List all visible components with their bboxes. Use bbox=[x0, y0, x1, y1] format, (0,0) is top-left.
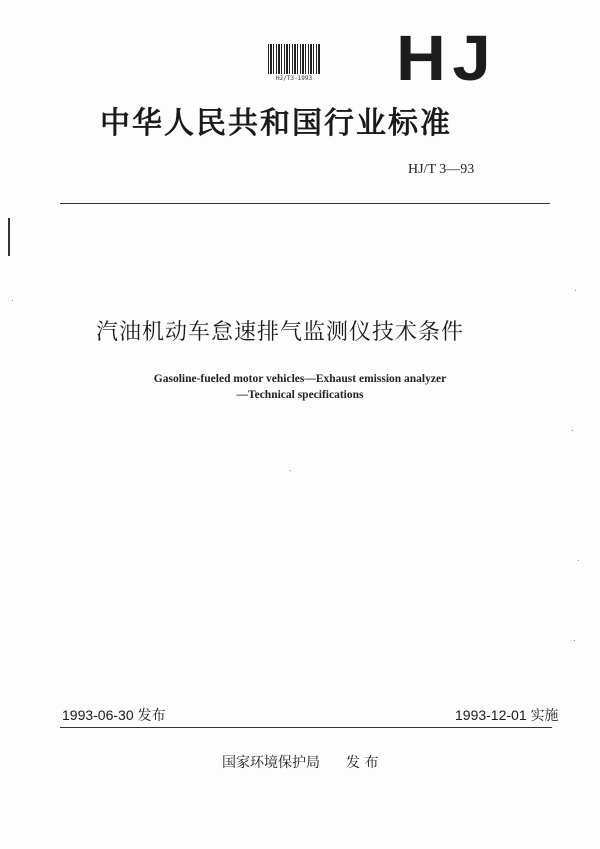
margin-mark bbox=[8, 218, 10, 256]
scan-speck bbox=[574, 640, 575, 641]
issuer-name: 国家环境保护局 bbox=[222, 755, 320, 771]
footer-divider bbox=[60, 727, 552, 728]
standard-title: 中华人民共和国行业标准 bbox=[100, 106, 452, 141]
implementation-date: 1993-12-01 实施 bbox=[455, 707, 559, 723]
barcode-icon bbox=[268, 44, 320, 74]
issue-date: 1993-06-30 发布 bbox=[62, 707, 166, 723]
issuer bbox=[222, 752, 378, 772]
barcode-text: HJ/T3-1993 bbox=[275, 75, 313, 82]
publish-label: 发 布 bbox=[346, 755, 379, 771]
scan-speck bbox=[575, 290, 576, 291]
document-title-en-line2: —Technical specifications bbox=[236, 389, 364, 401]
hj-logo: HJ bbox=[396, 22, 498, 94]
header-divider bbox=[60, 203, 550, 204]
document-title-en-line1: Gasoline-fueled motor vehicles—Exhaust emission analyzer bbox=[153, 373, 447, 385]
document-title-en bbox=[100, 371, 500, 403]
scan-speck bbox=[572, 430, 573, 431]
scan-speck bbox=[12, 300, 13, 301]
scan-speck bbox=[290, 470, 291, 471]
document-title-cn: 汽油机动车怠速排气监测仪技术条件 bbox=[96, 320, 465, 345]
standard-number: HJ/T 3—93 bbox=[408, 162, 475, 177]
scan-speck bbox=[578, 560, 579, 561]
barcode bbox=[268, 44, 320, 82]
